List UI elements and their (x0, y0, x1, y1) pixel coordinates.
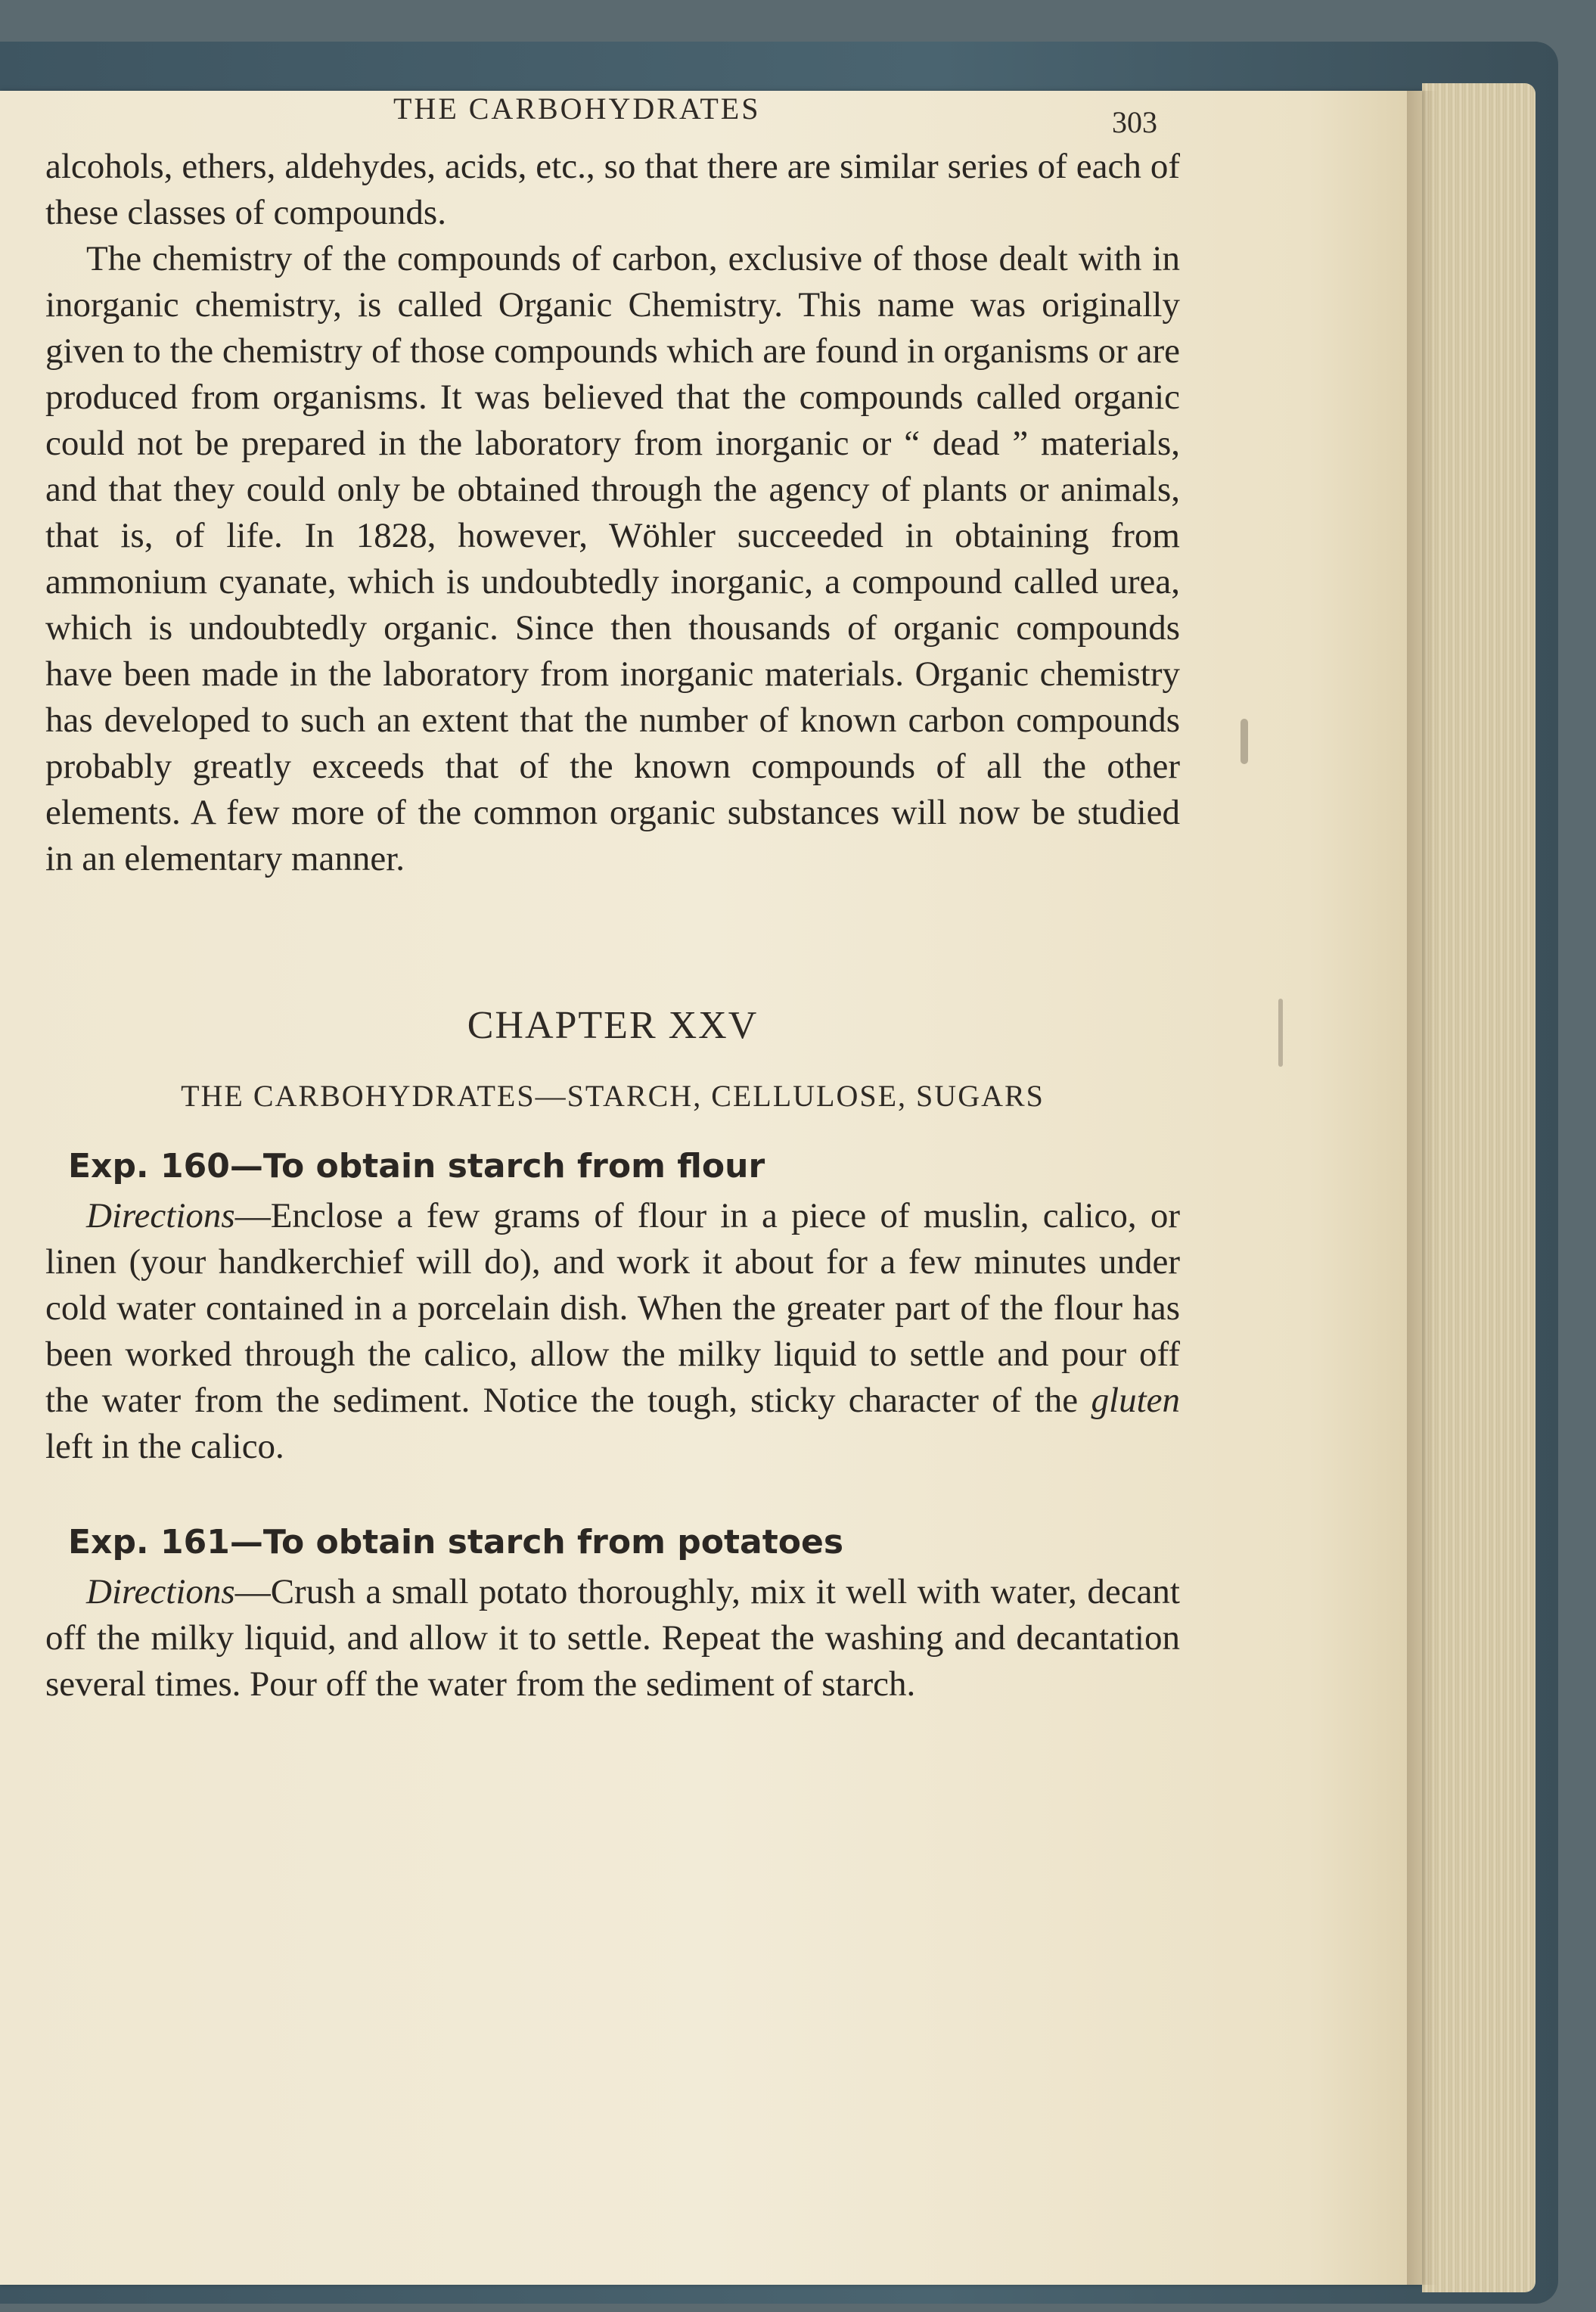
margin-mark (1240, 719, 1248, 764)
experiment-heading-160: Exp. 160—To obtain starch from flour (68, 1147, 765, 1186)
chapter-subtitle: THE CARBOHYDRATES—STARCH, CELLULOSE, SUGARS (181, 1079, 1045, 1113)
page-number: 303 (1112, 105, 1157, 139)
directions-label: Directions (86, 1196, 235, 1235)
chapter-title: CHAPTER XXV (467, 1004, 759, 1047)
directions-text: —Crush a small potato thoroughly, mix it well with water, decant off the milky liquid, and allow it to settle. Repeat the washing and decantation several times. Pour off the water from the sediment of starch. (45, 1572, 1180, 1704)
intro-paragraph-organic-chemistry: The chemistry of the compounds of carbon, exclusive of those dealt with in inorganic chemistry, is called Organic Chemistry. This name was originally given to the chemistry of those compounds which are found in organisms or are produced from organisms. It was believed that the compounds called organic could not be prepared in the laboratory from inorganic or “ dead ” materials, and that they could only be obtained through the agency of plants or animals, that is, of life. In 1828, however, Wöhler succeeded in obtaining from ammonium cyanate, which is undoubtedly inorganic, a compound called urea, which is undoubtedly organic. Since then thousands of organic compounds have been made in the laboratory from inorganic materials. Organic chemistry has developed to such an extent that the number of known carbon compounds probably greatly exceeds that of the known compounds of all the other elements. A few more of the common organic substances will now be studied in an elementary manner. (45, 239, 1180, 878)
running-head-title: THE CARBOHYDRATES (393, 92, 761, 126)
margin-mark (1278, 999, 1283, 1067)
directions-text-end: left in the calico. (45, 1427, 284, 1466)
running-head (0, 91, 1180, 139)
directions-text: —Enclose a few grams of flour in a piece of muslin, calico, or linen (your handkerchief will do), and work it about for a few minutes under cold water contained in a porcelain dish. When the greater part of the flour has been worked through the calico, allow the milky liquid to settle and pour off the water from the sediment. Notice the tough, sticky character of the (45, 1196, 1180, 1420)
experiment-directions-161 (45, 1569, 1180, 1708)
experiment-heading-161: Exp. 161—To obtain starch from potatoes (68, 1523, 844, 1562)
experiment-directions-160 (45, 1193, 1180, 1470)
page-edges (1422, 83, 1535, 2292)
directions-label: Directions (86, 1572, 235, 1611)
gutter-shadow (1407, 91, 1437, 2285)
intro-paragraph-continued: alcohols, ethers, aldehydes, acids, etc., so that there are similar series of each of these classes of compounds. (45, 147, 1180, 232)
gluten-emphasis: gluten (1091, 1381, 1180, 1420)
page-text (45, 144, 1180, 1708)
